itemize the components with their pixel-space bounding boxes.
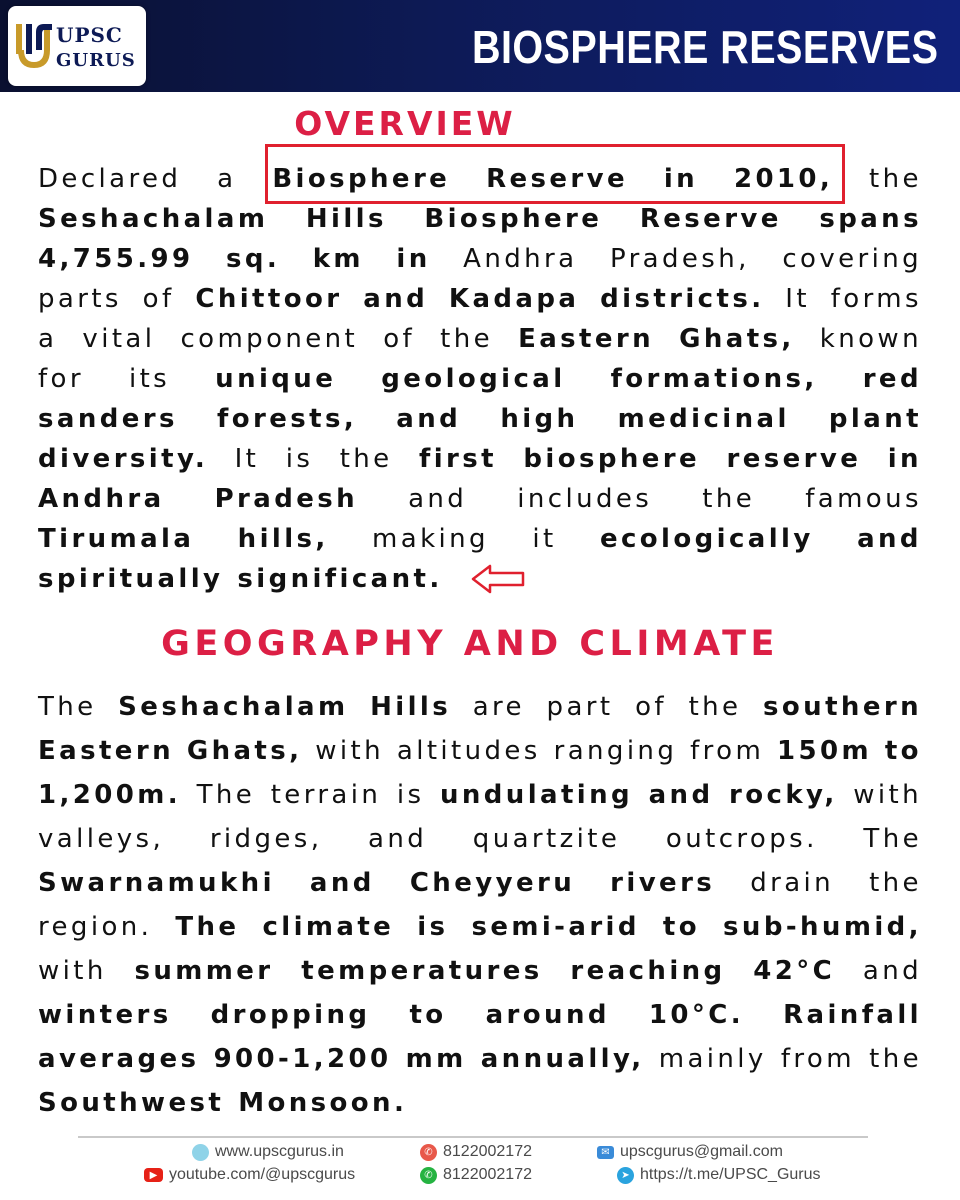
text-line [38,729,922,773]
word: ranging [553,736,678,766]
word: is [285,444,314,474]
bold-word: red [862,364,922,394]
bold-word: 4,755.99 [38,244,194,274]
text-line [38,519,922,559]
bold-word: Kadapa [448,284,580,314]
bold-word: Hills [305,204,387,234]
bold-word: geological [381,364,566,394]
bold-word: districts. [600,284,765,314]
word: the [702,484,756,514]
bold-word: Seshachalam [38,204,269,234]
bold-word: 2010, [733,164,834,194]
word: the [869,868,922,898]
bold-word: Eastern [518,324,655,354]
bold-word: Reserve [639,204,782,234]
youtube-icon: ▶ [144,1168,163,1182]
bold-word: Tirumala [38,524,195,554]
bold-word: Southwest [38,1088,225,1118]
bold-word: Seshachalam [118,692,349,722]
word: part [546,692,614,722]
word: with [853,780,922,810]
bold-word: diversity. [38,444,209,474]
word: The [863,824,922,854]
bold-word: averages [38,1044,200,1074]
word: the [688,692,742,722]
bold-word: dropping [210,1000,371,1030]
word: altitudes [396,736,541,766]
word: from [780,1044,855,1074]
telegram-text: https://t.me/UPSC_Gurus [640,1166,821,1183]
phone-icon: ✆ [420,1144,437,1161]
geography-paragraph [38,685,922,1125]
text-line [38,279,922,319]
word: known [819,324,922,354]
footer-whatsapp[interactable] [420,1166,532,1184]
word: the [339,444,393,474]
word: The [38,692,97,722]
word: component [180,324,359,354]
text-line [38,439,922,479]
bold-word: sq. [226,244,281,274]
bold-word: and [396,404,462,434]
bold-word: forests, [217,404,358,434]
word: for [38,364,84,394]
bold-word: semi-arid [471,912,640,942]
footer-telegram[interactable] [617,1166,821,1184]
bold-word: spans [819,204,922,234]
word: with [38,956,107,986]
word: drain [750,868,835,898]
word: forms [830,284,922,314]
bold-word: 10°C. [648,1000,745,1030]
bold-word: Eastern [38,736,174,766]
word: includes [517,484,653,514]
bold-word: The [175,912,240,942]
text-line [38,199,922,239]
bold-word: biosphere [523,444,701,474]
word: with [315,736,385,766]
telegram-icon: ➤ [617,1167,634,1184]
word: It [785,284,810,314]
word: of [383,324,416,354]
word: of [635,692,667,722]
globe-icon [192,1144,209,1161]
bold-word: Pradesh [214,484,359,514]
word: parts [38,284,122,314]
bold-word: Chittoor [195,284,343,314]
page-title: BIOSPHERE RESERVES [471,21,938,73]
bold-word: summer [134,956,274,986]
bold-word: 42°C [753,956,836,986]
phone-text: 8122002172 [443,1143,532,1160]
bold-word: sanders [38,404,178,434]
bold-word: medicinal [617,404,790,434]
word: of [142,284,175,314]
bold-word: ecologically [599,524,814,554]
word: vital [82,324,156,354]
text-line [38,1081,922,1125]
word: It [234,444,260,474]
bold-word: to [662,912,700,942]
word: region. [38,912,153,942]
bold-word: reserve [726,444,862,474]
bold-word: is [417,912,449,942]
bold-word: rocky, [729,780,838,810]
bold-word: Reserve [486,164,629,194]
bold-word: Ghats, [186,736,303,766]
mail-icon: ✉ [597,1146,614,1159]
word: it [532,524,557,554]
left-arrow-icon [470,563,526,595]
bold-word: reaching [570,956,726,986]
bold-word: annually, [480,1044,645,1074]
bold-word: formations, [610,364,818,394]
bold-word: 1,200m. [38,780,182,810]
word: its [128,364,171,394]
text-line [38,949,922,993]
text-line [38,399,922,439]
bold-word: and [857,524,922,554]
bold-word: km [312,244,364,274]
bold-word: undulating [439,780,634,810]
highlight-box [265,144,845,204]
bold-word: first [419,444,497,474]
bold-word: Andhra [38,484,165,514]
word: ridges, [209,824,323,854]
text-line [38,685,922,729]
bold-word: spiritually [38,564,224,594]
logo-u-mark-icon [14,20,54,72]
word: and [408,484,468,514]
word: making [372,524,489,554]
word: is [396,780,425,810]
text-line [38,993,922,1037]
bold-word: to [409,1000,447,1030]
bold-word: mm [405,1044,467,1074]
geography-heading: GEOGRAPHY AND CLIMATE [161,624,779,664]
footer-email[interactable] [597,1143,783,1161]
word: Pradesh, [609,244,750,274]
bold-word: and [363,284,429,314]
bold-word: Biosphere [424,204,603,234]
text-line [38,817,922,861]
bold-word: high [500,404,579,434]
word: and [368,824,428,854]
bold-word: Cheyyeru [409,868,576,898]
bold-word: 150m [777,736,872,766]
word: outcrops. [665,824,818,854]
footer-youtube[interactable] [144,1166,355,1184]
bold-word: plant [828,404,922,434]
word: Andhra [463,244,578,274]
bold-word: Biosphere [272,164,451,194]
header-banner [0,0,960,92]
bold-word: in [663,164,699,194]
word: are [472,692,525,722]
word: The [196,780,256,810]
bold-word: Swarnamukhi [38,868,275,898]
bold-word: winters [38,1000,172,1030]
word: covering [782,244,922,274]
bold-word: climate [262,912,395,942]
word: mainly [658,1044,767,1074]
word: and [862,956,922,986]
text-line [38,319,922,359]
word: the [869,164,922,194]
bold-word: Hills [370,692,452,722]
word: the [440,324,494,354]
bold-word: in [887,444,922,474]
text-line [38,479,922,519]
email-text: upscgurus@gmail.com [620,1143,783,1160]
bold-word: sub-humid, [723,912,922,942]
bold-word: Ghats, [679,324,795,354]
footer-divider [78,1136,868,1138]
whatsapp-icon: ✆ [420,1167,437,1184]
word: terrain [270,780,382,810]
footer-website[interactable] [192,1143,344,1161]
text-line [38,1037,922,1081]
bold-word: temperatures [301,956,543,986]
word: the [869,1044,922,1074]
whatsapp-text: 8122002172 [443,1166,532,1183]
overview-heading: OVERVIEW [294,104,516,143]
youtube-text: youtube.com/@upscgurus [169,1166,356,1183]
bold-word: Rainfall [783,1000,922,1030]
logo-text-upsc: UPSC [56,23,123,47]
overview-paragraph [38,159,922,599]
bold-word: and [648,780,714,810]
word: quartzite [472,824,621,854]
text-line [38,773,922,817]
text-line [38,861,922,905]
word: a [217,164,237,194]
website-text: www.upscgurus.in [215,1143,344,1160]
bold-word: unique [215,364,337,394]
word: from [690,736,765,766]
bold-word: in [396,244,431,274]
upsc-gurus-logo[interactable] [8,6,146,86]
text-line [38,905,922,949]
text-line [38,359,922,399]
word: Declared [38,164,182,194]
bold-word: around [485,1000,610,1030]
bold-word: 900-1,200 [213,1044,392,1074]
footer-phone[interactable] [420,1143,532,1161]
bold-word: and [309,868,375,898]
word: a [38,324,58,354]
text-line [38,239,922,279]
bold-word: significant. [237,564,443,594]
bold-word: Monsoon. [238,1088,408,1118]
bold-word: rivers [610,868,716,898]
logo-text-gurus: GURUS [56,50,136,71]
bold-word: to [884,736,922,766]
word: valleys, [38,824,165,854]
word: famous [805,484,922,514]
bold-word: hills, [237,524,329,554]
bold-word: southern [763,692,922,722]
